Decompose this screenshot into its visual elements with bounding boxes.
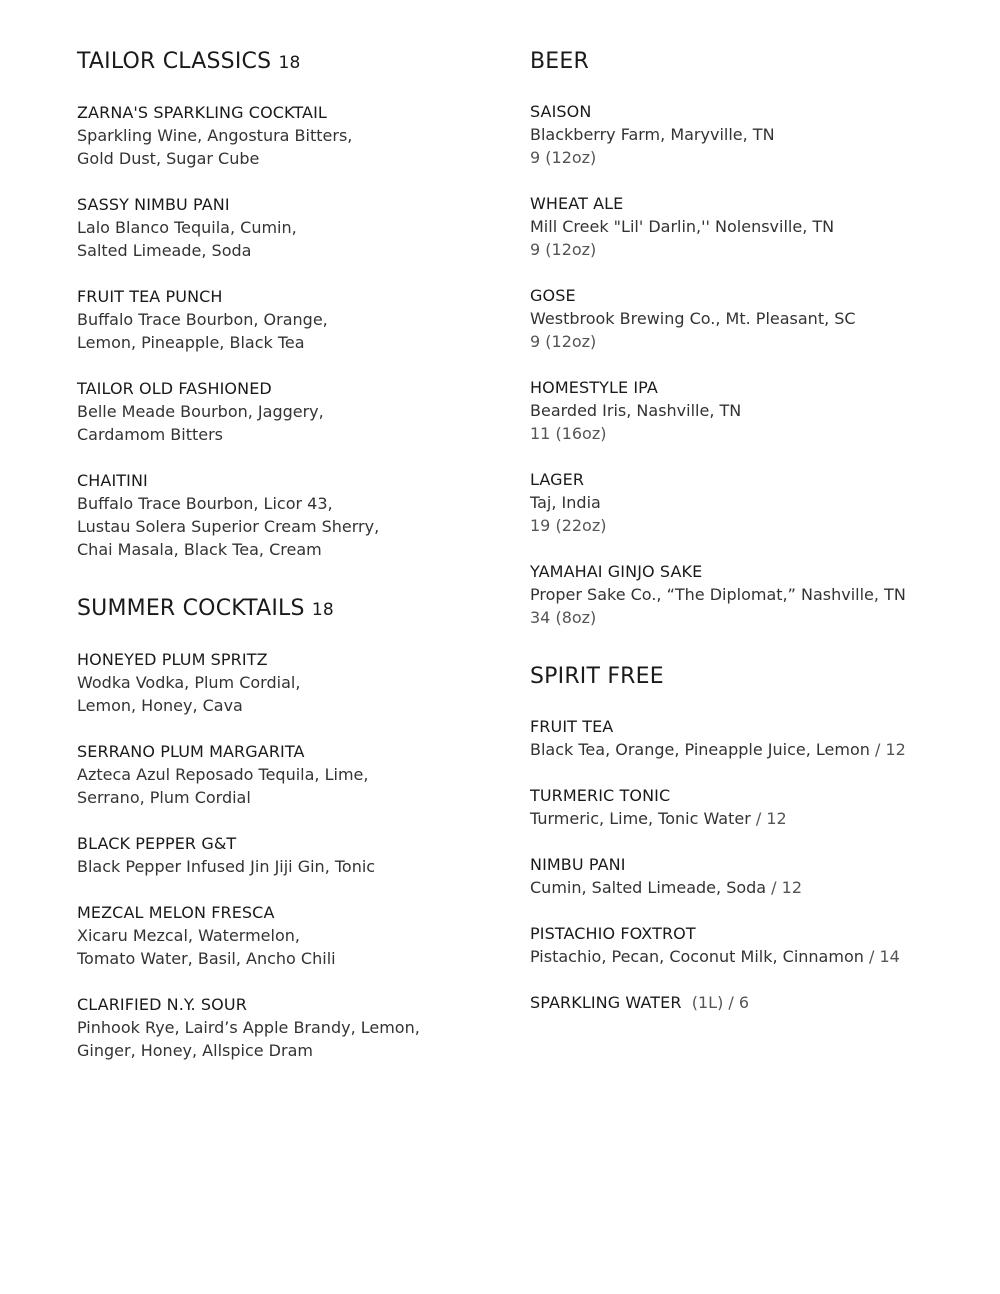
menu-item-name: SPARKLING WATER [530, 993, 682, 1012]
menu-item-name-row [77, 101, 497, 124]
menu-item-name: SERRANO PLUM MARGARITA [77, 742, 305, 761]
menu-item-description [77, 400, 497, 423]
menu-item-name: FRUIT TEA PUNCH [77, 287, 223, 306]
section-price: 18 [278, 53, 301, 73]
menu-item [77, 740, 497, 809]
menu-item-price-size: 9 (12oz) [530, 332, 597, 351]
menu-item-description [530, 307, 970, 330]
menu-item-description [77, 947, 497, 970]
description-text: Buffalo Trace Bourbon, Licor 43, [77, 494, 333, 513]
description-text: Cardamom Bitters [77, 425, 224, 444]
menu-item-name-row [77, 648, 497, 671]
menu-item-description [530, 945, 970, 968]
menu-item-name-row [530, 715, 970, 738]
description-text: Lalo Blanco Tequila, Cumin, [77, 218, 297, 237]
section-title-text: BEER [530, 49, 589, 74]
menu-item-description [77, 538, 497, 561]
menu-item-description [530, 876, 970, 899]
menu-item-name: CHAITINI [77, 471, 148, 490]
menu-item-description [77, 924, 497, 947]
menu-item [77, 193, 497, 262]
section-title [77, 48, 497, 77]
menu-item [77, 377, 497, 446]
description-text: Sparkling Wine, Angostura Bitters, [77, 126, 353, 145]
menu-section-summer-cocktails [77, 595, 497, 1062]
menu-item-name: SASSY NIMBU PANI [77, 195, 230, 214]
menu-item-name: CLARIFIED N.Y. SOUR [77, 995, 247, 1014]
menu-item-price: / 12 [766, 878, 803, 897]
menu-item-name: SAISON [530, 102, 592, 121]
description-text: Westbrook Brewing Co., Mt. Pleasant, SC [530, 309, 856, 328]
menu-item-name: HONEYED PLUM SPRITZ [77, 650, 268, 669]
menu-item-name: TURMERIC TONIC [530, 786, 671, 805]
menu-item-name-row [530, 376, 970, 399]
menu-item-price-size: 11 (16oz) [530, 424, 607, 443]
menu-item-name-row [77, 901, 497, 924]
description-text: Serrano, Plum Cordial [77, 788, 251, 807]
menu-item-name-row [530, 853, 970, 876]
description-text: Pinhook Rye, Laird’s Apple Brandy, Lemon, [77, 1018, 420, 1037]
menu-item-description [77, 694, 497, 717]
description-text: Buffalo Trace Bourbon, Orange, [77, 310, 328, 329]
menu-item [530, 468, 970, 537]
menu-item-name-row [530, 922, 970, 945]
description-text: Black Pepper Infused Jin Jiji Gin, Tonic [77, 857, 376, 876]
menu-item-name-row [530, 284, 970, 307]
menu-item [77, 469, 497, 561]
description-text: Blackberry Farm, Maryville, TN [530, 125, 775, 144]
menu-item-price: / 12 [869, 740, 906, 759]
menu-item-description [77, 763, 497, 786]
menu-item-description [77, 331, 497, 354]
left-column [77, 48, 497, 1085]
description-text: Cumin, Salted Limeade, Soda [530, 878, 767, 897]
menu-item-name-row [77, 832, 497, 855]
description-text: Taj, India [530, 493, 601, 512]
menu-item-name: FRUIT TEA [530, 717, 614, 736]
description-text: Turmeric, Lime, Tonic Water [530, 809, 751, 828]
menu-item [77, 993, 497, 1062]
description-text: Ginger, Honey, Allspice Dram [77, 1041, 313, 1060]
section-title [530, 48, 970, 76]
menu-item-price-size: 9 (12oz) [530, 240, 597, 259]
description-text: Lustau Solera Superior Cream Sherry, [77, 517, 380, 536]
menu-item-name-row [77, 993, 497, 1016]
menu-item-name: ZARNA'S SPARKLING COCKTAIL [77, 103, 327, 122]
menu-item-description [77, 786, 497, 809]
section-price: 18 [311, 600, 334, 620]
menu-item-description [77, 216, 497, 239]
menu-item [77, 101, 497, 170]
menu-item-description [77, 492, 497, 515]
menu-item-description [77, 147, 497, 170]
description-text: Proper Sake Co., “The Diplomat,” Nashville, TN [530, 585, 906, 604]
menu-item [530, 284, 970, 353]
menu-item-description [530, 215, 970, 238]
menu-item [530, 922, 970, 968]
description-text: Belle Meade Bourbon, Jaggery, [77, 402, 324, 421]
menu-item-description [77, 308, 497, 331]
menu-item-name-row [530, 784, 970, 807]
menu-item [530, 991, 970, 1014]
menu-section-spirit-free [530, 663, 970, 1014]
menu-item-name-row [77, 193, 497, 216]
menu-item-name-row [530, 100, 970, 123]
menu-item-name: NIMBU PANI [530, 855, 626, 874]
menu-item-description [77, 1039, 497, 1062]
menu-item-name-row [530, 468, 970, 491]
menu-section-tailor-classics [77, 48, 497, 561]
menu-item [77, 832, 497, 878]
menu-item-price-size: 19 (22oz) [530, 516, 607, 535]
menu-item-name: PISTACHIO FOXTROT [530, 924, 696, 943]
menu-item-description [530, 738, 970, 761]
menu-item [77, 285, 497, 354]
description-text: Xicaru Mezcal, Watermelon, [77, 926, 300, 945]
menu-item-description [77, 515, 497, 538]
description-text: Bearded Iris, Nashville, TN [530, 401, 742, 420]
menu-item-name: BLACK PEPPER G&T [77, 834, 237, 853]
menu-item-name-row [530, 991, 970, 1014]
menu-item-name: GOSE [530, 286, 576, 305]
menu-item-size-price: (1L) / 6 [681, 993, 750, 1012]
menu-item-name-row [530, 560, 970, 583]
menu-item-description [530, 583, 970, 606]
menu-item-name: WHEAT ALE [530, 194, 624, 213]
description-text: Pistachio, Pecan, Coconut Milk, Cinnamon [530, 947, 864, 966]
menu-item-name-row [77, 285, 497, 308]
description-text: Mill Creek "Lil' Darlin,'' Nolensville, TN [530, 217, 835, 236]
description-text: Salted Limeade, Soda [77, 241, 252, 260]
menu-item-description [530, 807, 970, 830]
menu-item-price: / 12 [750, 809, 787, 828]
description-text: Lemon, Pineapple, Black Tea [77, 333, 305, 352]
menu-item [77, 901, 497, 970]
menu-item-description [530, 491, 970, 514]
menu-item-description [530, 399, 970, 422]
menu-item [77, 648, 497, 717]
menu-item-name: YAMAHAI GINJO SAKE [530, 562, 703, 581]
menu-item-description [77, 671, 497, 694]
menu-item-name: TAILOR OLD FASHIONED [77, 379, 272, 398]
section-title [77, 595, 497, 624]
menu-item-name: HOMESTYLE IPA [530, 378, 658, 397]
right-column [530, 48, 970, 1037]
menu-section-beer [530, 48, 970, 629]
menu-item-description [77, 124, 497, 147]
description-text: Black Tea, Orange, Pineapple Juice, Lemon [530, 740, 870, 759]
menu-item-description [77, 239, 497, 262]
menu-item-name: LAGER [530, 470, 585, 489]
section-title-text: SUMMER COCKTAILS [77, 596, 305, 621]
description-text: Wodka Vodka, Plum Cordial, [77, 673, 301, 692]
menu-item-price-size: 34 (8oz) [530, 608, 597, 627]
menu-item-name-row [77, 740, 497, 763]
menu-item [530, 192, 970, 261]
menu-item-description [77, 423, 497, 446]
section-title-text: TAILOR CLASSICS [77, 49, 272, 74]
menu-item [530, 100, 970, 169]
menu-item-description [530, 123, 970, 146]
description-text: Gold Dust, Sugar Cube [77, 149, 260, 168]
menu-item [530, 853, 970, 899]
menu-item-description [77, 1016, 497, 1039]
menu-item-price-size: 9 (12oz) [530, 148, 597, 167]
menu-item-name-row [77, 469, 497, 492]
description-text: Lemon, Honey, Cava [77, 696, 243, 715]
menu-item [530, 784, 970, 830]
menu-item-name-row [530, 192, 970, 215]
menu-item-name: MEZCAL MELON FRESCA [77, 903, 275, 922]
description-text: Chai Masala, Black Tea, Cream [77, 540, 322, 559]
menu-item-description [77, 855, 497, 878]
menu-item [530, 715, 970, 761]
menu-item [530, 376, 970, 445]
menu-item [530, 560, 970, 629]
section-title [530, 663, 970, 691]
description-text: Tomato Water, Basil, Ancho Chili [77, 949, 336, 968]
description-text: Azteca Azul Reposado Tequila, Lime, [77, 765, 369, 784]
section-title-text: SPIRIT FREE [530, 664, 664, 689]
menu-item-name-row [77, 377, 497, 400]
menu-item-price: / 14 [863, 947, 900, 966]
